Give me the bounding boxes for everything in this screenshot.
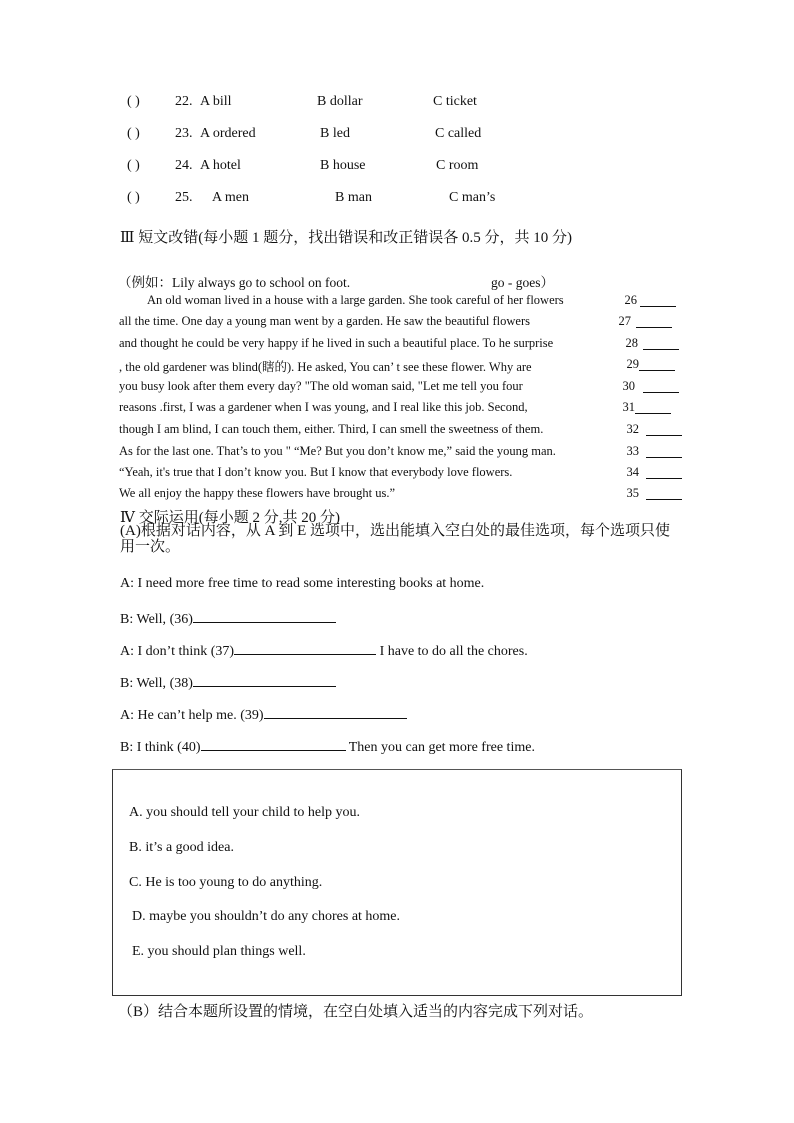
passage-line-29: , the old gardener was blind(瞎的). He asked, You can’ t see these flower. Why are (119, 360, 532, 374)
answer-blank-27[interactable] (636, 315, 672, 328)
question-number: 24. (175, 158, 193, 173)
option-c: C. He is too young to do anything. (129, 875, 323, 890)
option-d: D. maybe you shouldn’t do any chores at home. (132, 909, 401, 924)
dialogue-text: B: Well, (120, 612, 170, 627)
dialogue-line-40 (120, 736, 535, 756)
answer-blank-28[interactable] (643, 337, 679, 350)
answer-blank-39[interactable] (264, 704, 407, 719)
blank-number: (39) (240, 708, 264, 723)
instruction-b: （B）结合本题所设置的情境，在空白处填入适当的内容完成下列对话。 (118, 1004, 594, 1020)
option-a: A bill (200, 94, 232, 109)
dialogue-text: A: I need more free time to read some interesting books at home. (120, 576, 485, 591)
dialogue-line-39 (120, 704, 407, 724)
line-number: 27 (618, 314, 631, 328)
option-c: C called (435, 126, 482, 141)
example-correction: go - goes） (491, 275, 554, 290)
answer-blank-33[interactable] (646, 445, 682, 458)
passage-line-32: though I am blind, I can touch them, either. Third, I can smell the sweetness of them. (119, 422, 544, 436)
answer-blank-31[interactable] (635, 401, 671, 414)
dialogue-text-after: I have to do all the chores. (376, 644, 528, 659)
passage-line-33: As for the last one. That’s to you " “Me? But you don’t know me,” said the young man. (119, 444, 556, 458)
answer-blank-40[interactable] (201, 736, 346, 751)
option-b: B. it’s a good idea. (129, 840, 234, 855)
option-a: A hotel (200, 158, 241, 173)
line-number: 26 (624, 293, 637, 307)
passage-line-27: all the time. One day a young man went by a garden. He saw the beautiful flowers (119, 314, 530, 328)
line-number: 29 (626, 357, 639, 371)
answer-blank-37[interactable] (234, 640, 376, 655)
passage-line-28: and thought he could be very happy if he lived in such a beautiful place. To he surprise (119, 336, 554, 350)
line-number: 28 (625, 336, 638, 350)
option-e: E. you should plan things well. (132, 944, 306, 959)
option-a: A. you should tell your child to help you. (129, 805, 360, 820)
answer-blank-26[interactable] (640, 294, 676, 307)
passage-line-31: reasons .first, I was a gardener when I was young, and I real like this job. Second, (119, 400, 528, 414)
dialogue-text: A: He can’t help me. (120, 708, 241, 723)
dialogue-text: B: Well, (120, 676, 170, 691)
answer-parenthesis[interactable]: ( ) (127, 158, 140, 173)
line-number: 32 (626, 422, 639, 436)
option-c: C man’s (449, 190, 496, 205)
answer-blank-38[interactable] (193, 672, 336, 687)
blank-number: (40) (177, 740, 201, 755)
line-number: 33 (626, 444, 639, 458)
instruction-a: (A)根据对话内容，从 A 到 E 选项中，选出能填入空白处的最佳选项，每个选项只使用一次。 (120, 523, 670, 555)
line-number: 30 (622, 379, 635, 393)
option-b: B led (320, 126, 350, 141)
dialogue-line-37 (120, 640, 528, 660)
answer-blank-35[interactable] (646, 487, 682, 500)
dialogue-text-after: Then you can get more free time. (345, 740, 535, 755)
mc-question-25 (127, 190, 527, 208)
section-4-title: Ⅳ 交际运用(每小题 2 分,共 20 分) (120, 510, 340, 526)
section-3-title: Ⅲ 短文改错(每小题 1 题分，找出错误和改正错误各 0.5 分，共 10 分) (120, 230, 572, 246)
dialogue-text: A: I don’t think (120, 644, 211, 659)
option-a: A men (212, 190, 249, 205)
dialogue-line-38 (120, 672, 336, 692)
line-number: 35 (626, 486, 639, 500)
option-a: A ordered (200, 126, 256, 141)
question-number: 23. (175, 126, 193, 141)
answer-parenthesis[interactable]: ( ) (127, 126, 140, 141)
passage-line-35: We all enjoy the happy these flowers have brought us.” (119, 486, 395, 500)
line-number: 34 (626, 465, 639, 479)
option-b: B man (335, 190, 372, 205)
answer-blank-36[interactable] (193, 608, 336, 623)
passage-line-30: you busy look after them every day? "The old woman said, "Let me tell you four (119, 379, 523, 393)
answer-parenthesis[interactable]: ( ) (127, 94, 140, 109)
answer-blank-29[interactable] (639, 358, 675, 371)
blank-number: (37) (210, 644, 235, 659)
answer-blank-32[interactable] (646, 423, 682, 436)
passage-line-34: “Yeah, it's true that I don’t know you. But I know that everybody love flowers. (119, 465, 513, 479)
blank-number: (38) (169, 676, 193, 691)
example-sentence: （例如：Lily always go to school on foot. (118, 275, 351, 290)
mc-question-23 (127, 126, 527, 144)
option-b: B house (320, 158, 366, 173)
question-number: 25. (175, 190, 193, 205)
line-number: 31 (622, 400, 635, 414)
answer-blank-30[interactable] (643, 380, 679, 393)
dialogue-line-1 (120, 576, 484, 592)
dialogue-line-36 (120, 608, 336, 628)
question-number: 22. (175, 94, 193, 109)
proofreading-passage (119, 293, 679, 508)
passage-line-26: An old woman lived in a house with a large garden. She took careful of her flowers (147, 293, 564, 307)
options-box (112, 769, 682, 996)
option-c: C ticket (433, 94, 477, 109)
option-c: C room (436, 158, 479, 173)
answer-blank-34[interactable] (646, 466, 682, 479)
answer-parenthesis[interactable]: ( ) (127, 190, 140, 205)
option-b: B dollar (317, 94, 363, 109)
mc-question-22 (127, 94, 527, 112)
dialogue-text: B: I think (120, 740, 178, 755)
blank-number: (36) (169, 612, 193, 627)
mc-question-24 (127, 158, 527, 176)
